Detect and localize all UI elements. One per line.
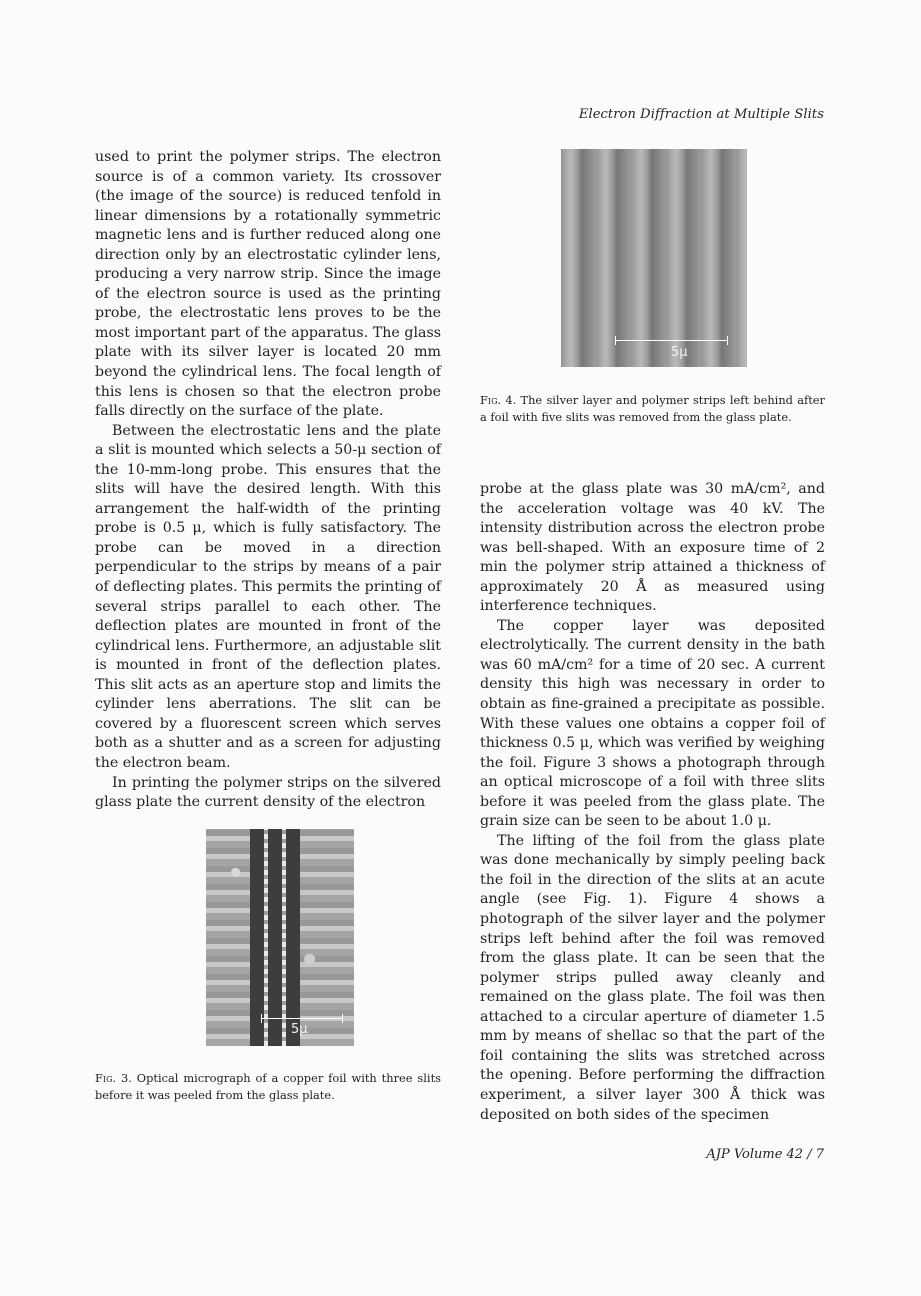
- figure-3-micrograph: [206, 829, 354, 1046]
- paragraph: used to print the polymer strips. The electron source is of a common variety. Its crossover (the image of the source) is reduced tenfold in linear dimensions by a rotationally symmetric magnetic lens and is further reduced along one direction only by an electrostatic cylinder lens, producing a very narrow strip. Since the image of the electron source is used as the printing probe, the electrostatic lens proves to be the most important part of the apparatus. The glass plate with its silver layer is located 20 mm beyond the cylindrical lens. The focal length of this lens is chosen so that the electron probe falls directly on the surface of the plate.: [95, 149, 441, 420]
- slit-strip: [286, 829, 300, 1046]
- figure-4-caption: [480, 392, 825, 426]
- figure-4-micrograph: [561, 149, 747, 367]
- scale-bar: [615, 340, 728, 341]
- figure-3-caption: [95, 1070, 441, 1104]
- figure-label: Fig. 4.: [480, 393, 517, 407]
- left-column: [95, 148, 441, 813]
- right-column: [480, 480, 825, 1125]
- paragraph: In printing the polymer strips on the silvered glass plate the current density of the electron: [95, 774, 441, 811]
- scale-label: 5μ: [671, 345, 688, 360]
- page-footer: AJP Volume 42 / 7: [706, 1147, 824, 1162]
- paragraph: probe at the glass plate was 30 mA/cm², and the acceleration voltage was 40 kV. The intensity distribution across the electron probe was bell-shaped. With an exposure time of 2 min the polymer strip attained a thickness of approximately 20 Å as measured using interference techniques.: [480, 481, 825, 615]
- caption-text: The silver layer and polymer strips left behind after a foil with five slits was removed from the glass plate.: [480, 393, 825, 424]
- scale-label: 5μ: [291, 1022, 308, 1037]
- running-header: Electron Diffraction at Multiple Slits: [578, 107, 824, 122]
- scale-bar: [261, 1018, 343, 1019]
- figure-label: Fig. 3.: [95, 1071, 132, 1085]
- paragraph: The lifting of the foil from the glass plate was done mechanically by simply peeling back the foil in the direction of the slits at an acute angle (see Fig. 1). Figure 4 shows a photograph of the silver layer and the polymer strips left behind after the foil was removed from the glass plate. It can be seen that the polymer strips pulled away cleanly and remained on the glass plate. The foil was then attached to a circular aperture of diameter 1.5 mm by means of shellac so that the part of the foil containing the slits was stretched across the opening. Before performing the diffraction experiment, a silver layer 300 Å thick was deposited on both sides of the specimen: [480, 832, 825, 1123]
- slit-strip: [268, 829, 282, 1046]
- paragraph: The copper layer was deposited electrolytically. The current density in the bath was 60 mA/cm² for a time of 20 sec. A current density this high was necessary in order to obtain as fine-grained a precipitate as possible. With these values one obtains a copper foil of thickness 0.5 μ, which was verified by weighing the foil. Figure 3 shows a photograph through an optical microscope of a foil with three slits before it was peeled from the glass plate. The grain size can be seen to be about 1.0 μ.: [480, 617, 825, 830]
- caption-text: Optical micrograph of a copper foil with three slits before it was peeled from the glass plate.: [95, 1071, 441, 1102]
- paragraph: Between the electrostatic lens and the plate a slit is mounted which selects a 50-μ section of the 10-mm-long probe. This ensures that the slits will have the desired length. With this arrangement the half-width of the printing probe is 0.5 μ, which is fully satisfactory. The probe can be moved in a direction perpendicular to the strips by means of a pair of deflecting plates. This permits the printing of several strips parallel to each other. The deflection plates are mounted in front of the cylindrical lens. Furthermore, an adjustable slit is mounted in front of the deflection plates. This slit acts as an aperture stop and limits the cylinder lens aberrations. The slit can be covered by a fluorescent screen which serves both as a shutter and as a screen for adjusting the electron beam.: [95, 422, 441, 771]
